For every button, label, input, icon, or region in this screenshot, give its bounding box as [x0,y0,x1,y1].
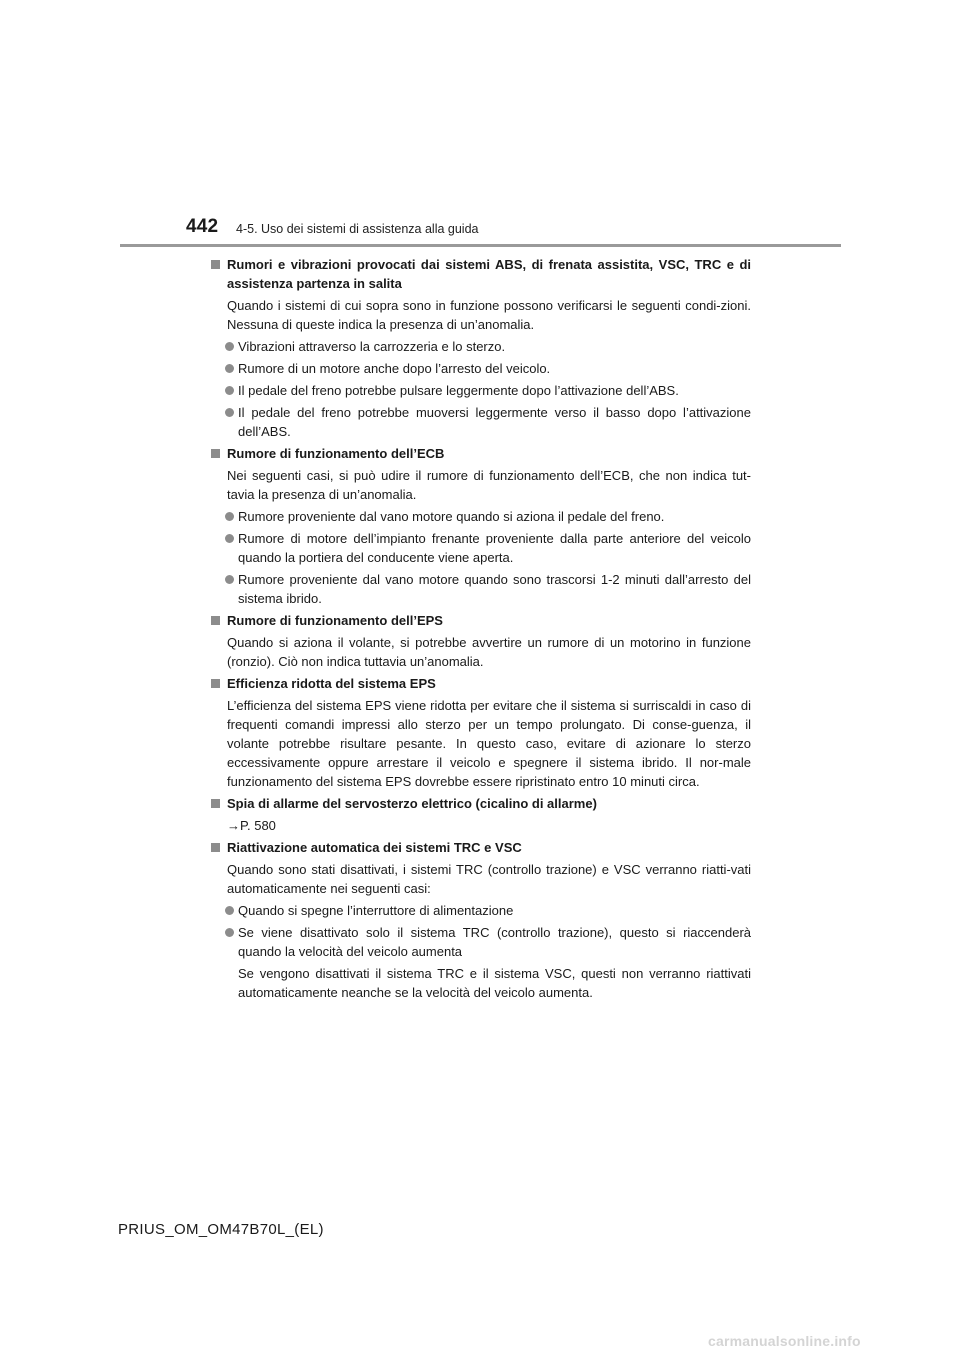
list-item [211,901,751,920]
circle-bullet-icon [225,906,234,915]
circle-bullet-icon [225,512,234,521]
section-paragraph: Quando si aziona il volante, si potrebbe avvertire un rumore di un motorino in funzione (ronzio). Ciò non indica tuttavia un’anomalia. [227,635,751,669]
square-bullet-icon [211,616,220,625]
circle-bullet-icon [225,364,234,373]
header-rule [120,244,841,247]
list-item-text: Rumore di un motore anche dopo l’arresto del veicolo. [238,361,551,376]
section-heading [211,794,751,813]
square-bullet-icon [211,679,220,688]
list-item-note: Se vengono disattivati il sistema TRC e il sistema VSC, questi non verranno riattivati automaticamente neanche se la velocità del veicolo aumenta. [238,966,751,1000]
list-item [211,529,751,567]
section-heading [211,611,751,630]
section-heading-text: Rumore di funzionamento dell’ECB [227,446,445,461]
section-paragraph: L’efficienza del sistema EPS viene ridotta per evitare che il sistema si surriscaldi in caso di frequenti comandi impressi allo sterzo per un tempo prolungato. Di conse-guenza, il volante potrebbe risultare pesante. In questo caso, evitare di azionare lo sterzo eccessivamente oppure arrestare il veicolo e spegnere il sistema ibrido. Il nor-male funzionamento del sistema EPS dovrebbe essere ripristinato entro 10 minuti circa. [227,698,751,789]
page-header [0,0,960,250]
list-item-text: Rumore di motore dell’impianto frenante proveniente dalla parte anteriore del veicolo quando la portiera del conducente viene aperta. [238,531,751,565]
list-item [211,359,751,378]
section [211,674,751,791]
list-item [211,381,751,400]
list-item-text: Rumore proveniente dal vano motore quando si aziona il pedale del freno. [238,509,665,524]
circle-bullet-icon [225,342,234,351]
list-item [211,403,751,441]
section-heading [211,674,751,693]
section-heading-text: Rumore di funzionamento dell’EPS [227,613,443,628]
section-heading-text: Riattivazione automatica dei sistemi TRC e VSC [227,840,522,855]
circle-bullet-icon [225,534,234,543]
list-item [211,570,751,608]
section [211,255,751,441]
list-item-text: Se viene disattivato solo il sistema TRC (controllo trazione), questo si riaccenderà quando la velocità del veicolo aumenta [238,925,751,959]
list-item-text: Rumore proveniente dal vano motore quando sono trascorsi 1-2 minuti dall’arresto del sistema ibrido. [238,572,751,606]
list-item [211,923,751,961]
square-bullet-icon [211,843,220,852]
section-heading [211,255,751,293]
section-heading [211,444,751,463]
circle-bullet-icon [225,575,234,584]
section-heading-text: Rumori e vibrazioni provocati dai sistemi ABS, di frenata assistita, VSC, TRC e di assistenza partenza in salita [227,257,751,291]
section-paragraph: →P. 580 [227,818,276,833]
list-item-text: Quando si spegne l’interruttore di alimentazione [238,903,514,918]
square-bullet-icon [211,799,220,808]
chapter-title: 4-5. Uso dei sistemi di assistenza alla guida [236,222,479,236]
list-item-text: Il pedale del freno potrebbe pulsare leggermente dopo l’attivazione dell’ABS. [238,383,679,398]
section [211,838,751,1002]
list-item [211,507,751,526]
section [211,444,751,608]
circle-bullet-icon [225,386,234,395]
watermark: carmanualsonline.info [708,1333,861,1349]
section-heading-text: Efficienza ridotta del sistema EPS [227,676,436,691]
list-item [211,337,751,356]
list-item-text: Il pedale del freno potrebbe muoversi leggermente verso il basso dopo l’attivazione dell’ABS. [238,405,751,439]
section-paragraph: Quando sono stati disattivati, i sistemi TRC (controllo trazione) e VSC verranno riatti-vati automaticamente nei seguenti casi: [227,862,751,896]
page-content [211,255,751,1005]
section-paragraph: Nei seguenti casi, si può udire il rumore di funzionamento dell’ECB, che non indica tut-tavia la presenza di un’anomalia. [227,468,751,502]
section-heading-text: Spia di allarme del servosterzo elettrico (cicalino di allarme) [227,796,597,811]
section-paragraph: Quando i sistemi di cui sopra sono in funzione possono verificarsi le seguenti condi-zioni. Nessuna di queste indica la presenza di un’anomalia. [227,298,751,332]
square-bullet-icon [211,449,220,458]
circle-bullet-icon [225,928,234,937]
section [211,611,751,671]
document-code: PRIUS_OM_OM47B70L_(EL) [118,1221,324,1238]
list-item-text: Vibrazioni attraverso la carrozzeria e lo sterzo. [238,339,506,354]
circle-bullet-icon [225,408,234,417]
page-number: 442 [186,216,219,237]
section-heading [211,838,751,857]
square-bullet-icon [211,260,220,269]
section [211,794,751,835]
